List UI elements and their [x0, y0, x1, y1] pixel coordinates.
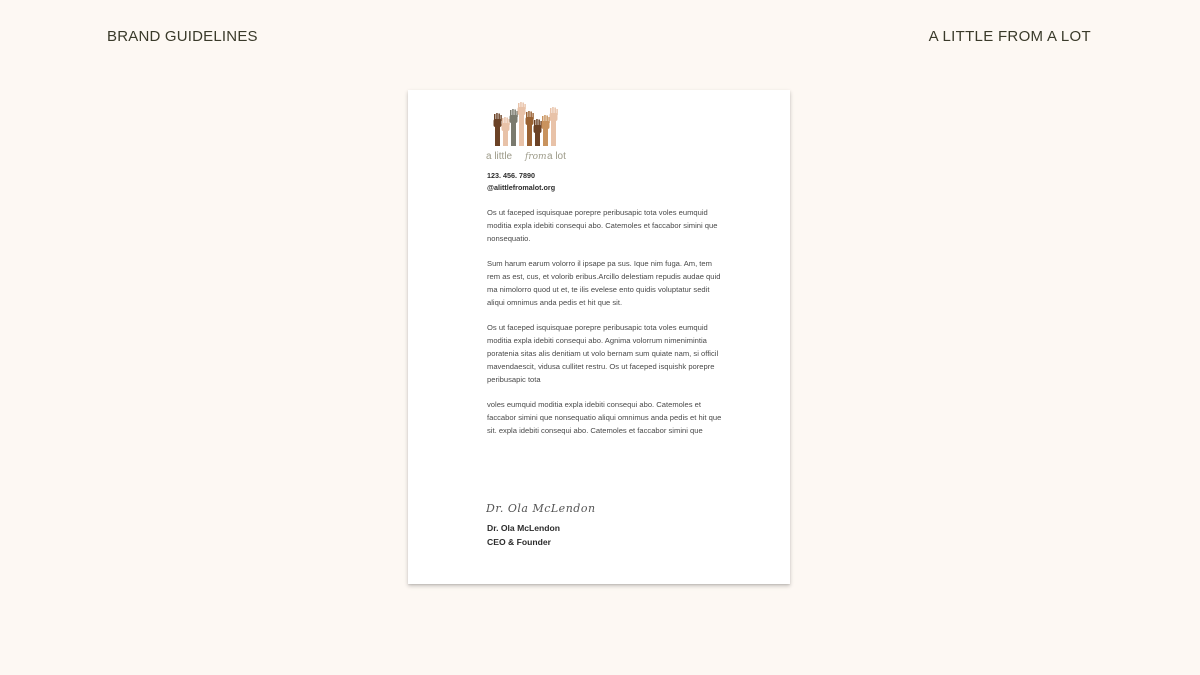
handwritten-signature [486, 496, 616, 518]
letter-paragraph: voles eumquid moditia expla idebiti consequi abo. Catemoles et faccabor simini que nonsequatio aliqui omnimus anda pedis et hit que sit. expla idebiti consequi abo. Catemoles et faccabor simini que [487, 400, 722, 435]
letter-paragraph: Sum harum earum volorro il ipsape pa sus. Ique nim fuga. Am, tem rem as est, cus, et volorib eribus.Arcillo delestiam repudis audae quid ma nimolorro quod ut et, te ilis evelese ento quidis voluptatur sedit aliqui omnimus anda pedis et hit que sit. [487, 259, 721, 307]
brand-logo [486, 102, 578, 164]
signature-script: Dr. Ola McLendon [486, 502, 596, 515]
wordmark-script: from [525, 152, 547, 162]
signer-block [487, 521, 560, 549]
signer-name: Dr. Ola McLendon [487, 523, 561, 533]
brand-name-title: A LITTLE FROM A LOT [928, 28, 1091, 45]
signer-title: CEO & Founder [487, 537, 551, 547]
wordmark-left: a little [486, 151, 513, 162]
letter-paragraph: Os ut faceped isquisquae porepre peribusapic tota voles eumquid moditia expla idebiti consequi abo. Catemoles et faccabor simini que nonsequatio. [487, 208, 718, 243]
hand-1 [494, 113, 502, 146]
hand-3 [510, 109, 518, 146]
hand-5 [526, 111, 534, 146]
brand-guidelines-title: BRAND GUIDELINES [107, 28, 258, 45]
wordmark-right: a lot [547, 151, 566, 162]
hand-4 [518, 102, 526, 146]
letter-paragraph: Os ut faceped isquisquae porepre peribusapic tota voles eumquid moditia expla idebiti consequi abo. Agnima volorrum nimenimintia poratenia sitas alis denitiam ut volo bernam sum quiate nam, si officil mavendaescit, vidusa cullitet restru. Os ut faceped isquishk porepre peribusapic tota [487, 323, 719, 384]
hand-6 [534, 119, 542, 146]
letter-body [487, 206, 727, 437]
raised-hands-icon [486, 102, 578, 164]
contact-block [487, 170, 555, 193]
hand-2 [502, 117, 510, 146]
social-handle: @alittlefromalot.org [487, 182, 556, 192]
letterhead-sheet [408, 90, 790, 584]
phone-number: 123. 456. 7890 [487, 171, 535, 180]
hand-7 [542, 115, 550, 146]
hand-8 [550, 107, 558, 146]
